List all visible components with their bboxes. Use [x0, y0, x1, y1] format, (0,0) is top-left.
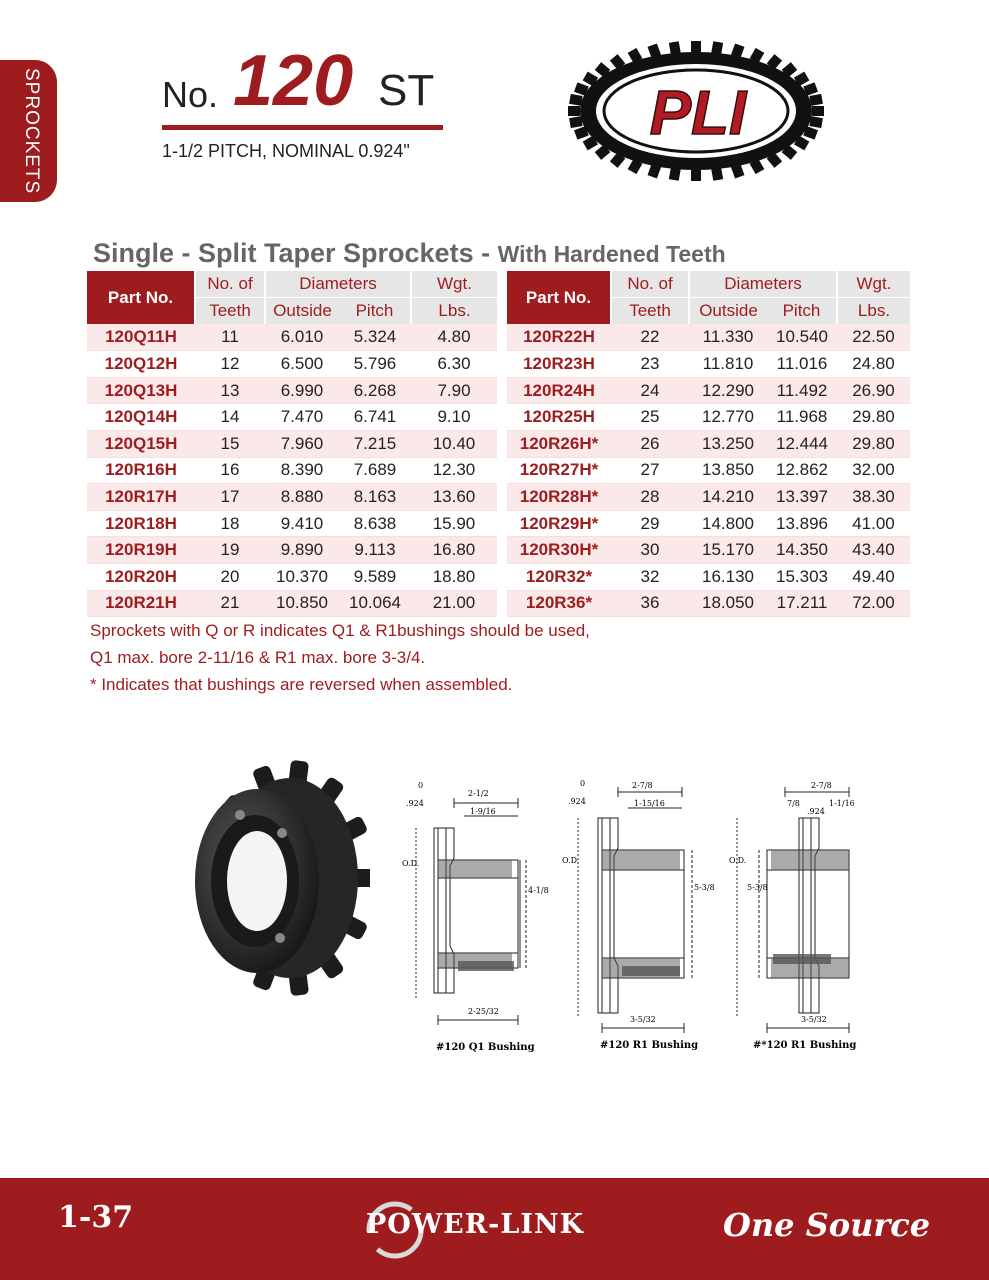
cell-part: 120R32*	[507, 564, 611, 591]
cell-outside: 6.990	[265, 377, 339, 404]
cell-part: 120Q11H	[87, 324, 195, 351]
note-max-bore: Q1 max. bore 2-11/16 & R1 max. bore 3-3/4.	[90, 648, 426, 667]
logo-tooth	[691, 169, 701, 181]
cell-teeth: 27	[611, 457, 689, 484]
cell-wgt: 29.80	[837, 404, 910, 431]
header-pitch: Pitch	[767, 298, 837, 325]
cell-outside: 11.330	[689, 324, 767, 351]
logo-tooth	[569, 94, 583, 106]
cell-part: 120Q15H	[87, 431, 195, 458]
cell-pitch: 10.540	[767, 324, 837, 351]
cell-wgt: 29.80	[837, 431, 910, 458]
cell-part: 120R20H	[87, 564, 195, 591]
dim-od: O.D.	[729, 856, 747, 865]
cell-teeth: 21	[195, 590, 265, 617]
dim-face: .924	[406, 799, 424, 808]
cell-teeth: 28	[611, 484, 689, 511]
cell-wgt: 16.80	[411, 537, 497, 564]
cell-outside: 15.170	[689, 537, 767, 564]
cell-wgt: 32.00	[837, 457, 910, 484]
cell-part: 120R19H	[87, 537, 195, 564]
table-row	[87, 351, 497, 378]
dim-top: 2-1/2	[468, 789, 489, 798]
header-diameters: Diameters	[265, 271, 411, 298]
header-part-no: Part No.	[87, 271, 195, 324]
cell-outside: 13.850	[689, 457, 767, 484]
table-row	[507, 404, 910, 431]
cell-outside: 12.770	[689, 404, 767, 431]
cell-wgt: 43.40	[837, 537, 910, 564]
cell-teeth: 24	[611, 377, 689, 404]
dim-bottom: 3-5/32	[801, 1015, 827, 1024]
cell-wgt: 4.80	[411, 324, 497, 351]
cell-teeth: 18	[195, 510, 265, 537]
cell-teeth: 15	[195, 431, 265, 458]
cell-part: 120R29H*	[507, 510, 611, 537]
dim-sub-left: 7/8	[787, 799, 800, 808]
cell-pitch: 6.741	[339, 404, 411, 431]
cell-outside: 9.410	[265, 510, 339, 537]
cell-teeth: 36	[611, 590, 689, 617]
cell-pitch: 9.589	[339, 564, 411, 591]
table-row	[507, 351, 910, 378]
section-title-hardened: With Hardened Teeth	[497, 241, 726, 267]
dim-top: 2-7/8	[811, 781, 832, 790]
dim-bottom: 3-5/32	[630, 1015, 656, 1024]
cell-wgt: 24.80	[837, 351, 910, 378]
cell-wgt: 12.30	[411, 457, 497, 484]
cell-outside: 6.500	[265, 351, 339, 378]
drawing-caption: #120 R1 Bushing	[600, 1040, 699, 1051]
cell-teeth: 13	[195, 377, 265, 404]
cell-teeth: 22	[611, 324, 689, 351]
logo-tooth	[568, 106, 580, 116]
cell-part: 120R22H	[507, 324, 611, 351]
note-bushings: Sprockets with Q or R indicates Q1 & R1bushings should be used,	[90, 621, 590, 640]
cell-teeth: 32	[611, 564, 689, 591]
cell-part: 120R27H*	[507, 457, 611, 484]
dim-sub-right: 1-1/16	[829, 799, 855, 808]
table-row	[507, 324, 910, 351]
cell-outside: 7.470	[265, 404, 339, 431]
header-teeth: Teeth	[195, 298, 265, 325]
cell-outside: 14.800	[689, 510, 767, 537]
table-row	[87, 590, 497, 617]
cell-wgt: 26.90	[837, 377, 910, 404]
cell-wgt: 18.80	[411, 564, 497, 591]
cell-teeth: 14	[195, 404, 265, 431]
drawing-reversed-r1-bushing	[725, 778, 883, 1060]
cell-part: 120R30H*	[507, 537, 611, 564]
tagline: One Source	[723, 1206, 931, 1244]
table-row	[87, 564, 497, 591]
cell-outside: 10.850	[265, 590, 339, 617]
header-part-no: Part No.	[507, 271, 611, 324]
table-row	[507, 510, 910, 537]
logo-tooth	[812, 106, 824, 116]
cell-part: 120R21H	[87, 590, 195, 617]
cell-pitch: 11.968	[767, 404, 837, 431]
table-row	[507, 431, 910, 458]
cell-part: 120R16H	[87, 457, 195, 484]
cell-wgt: 9.10	[411, 404, 497, 431]
dim-od: O.D.	[562, 856, 580, 865]
cell-wgt: 7.90	[411, 377, 497, 404]
table-row	[507, 564, 910, 591]
cell-outside: 6.010	[265, 324, 339, 351]
cell-pitch: 5.796	[339, 351, 411, 378]
header-lbs: Lbs.	[411, 298, 497, 325]
cell-wgt: 21.00	[411, 590, 497, 617]
cell-pitch: 13.896	[767, 510, 837, 537]
cell-outside: 9.890	[265, 537, 339, 564]
cell-pitch: 9.113	[339, 537, 411, 564]
cell-part: 120R25H	[507, 404, 611, 431]
cell-pitch: 13.397	[767, 484, 837, 511]
table-row	[87, 484, 497, 511]
cell-pitch: 12.862	[767, 457, 837, 484]
cell-pitch: 11.492	[767, 377, 837, 404]
header-no-label: No.	[162, 74, 219, 115]
cell-pitch: 7.215	[339, 431, 411, 458]
dim-sub: 1-15/16	[634, 799, 665, 808]
cell-wgt: 38.30	[837, 484, 910, 511]
logo-text: PLI	[649, 79, 747, 148]
dim-hub: 5-3/8	[694, 883, 715, 892]
header-number: 120	[233, 41, 354, 121]
page-number: 1-37	[58, 1200, 134, 1235]
cell-outside: 13.250	[689, 431, 767, 458]
table-row	[87, 377, 497, 404]
cell-teeth: 16	[195, 457, 265, 484]
note-reversed: * Indicates that bushings are reversed when assembled.	[90, 675, 513, 694]
cell-pitch: 8.638	[339, 510, 411, 537]
table-row	[87, 431, 497, 458]
cell-pitch: 8.163	[339, 484, 411, 511]
cell-pitch: 14.350	[767, 537, 837, 564]
sprocket-photo	[185, 753, 370, 1003]
dim-zero: 0	[418, 781, 424, 790]
table-row	[507, 590, 910, 617]
header-diameters: Diameters	[689, 271, 837, 298]
cell-pitch: 10.064	[339, 590, 411, 617]
header-wgt: Wgt.	[837, 271, 910, 298]
cell-pitch: 7.689	[339, 457, 411, 484]
dim-zero: 0	[580, 779, 586, 788]
table-row	[87, 324, 497, 351]
header-outside: Outside	[265, 298, 339, 325]
cell-outside: 8.390	[265, 457, 339, 484]
cell-teeth: 30	[611, 537, 689, 564]
cell-wgt: 22.50	[837, 324, 910, 351]
cell-pitch: 5.324	[339, 324, 411, 351]
cell-wgt: 10.40	[411, 431, 497, 458]
cell-teeth: 29	[611, 510, 689, 537]
drawing-q1-bushing	[398, 778, 556, 1060]
cell-part: 120R18H	[87, 510, 195, 537]
cell-wgt: 13.60	[411, 484, 497, 511]
header-wgt: Wgt.	[411, 271, 497, 298]
table-row	[507, 484, 910, 511]
cell-pitch: 11.016	[767, 351, 837, 378]
header-outside: Outside	[689, 298, 767, 325]
header-pitch: Pitch	[339, 298, 411, 325]
cell-outside: 10.370	[265, 564, 339, 591]
cell-teeth: 23	[611, 351, 689, 378]
header-no-of: No. of	[195, 271, 265, 298]
cell-outside: 12.290	[689, 377, 767, 404]
header-teeth: Teeth	[611, 298, 689, 325]
cell-teeth: 17	[195, 484, 265, 511]
cell-wgt: 41.00	[837, 510, 910, 537]
cell-wgt: 6.30	[411, 351, 497, 378]
cell-wgt: 49.40	[837, 564, 910, 591]
table-row	[87, 537, 497, 564]
cell-part: 120Q12H	[87, 351, 195, 378]
cell-wgt: 15.90	[411, 510, 497, 537]
side-tab-label: SPROCKETS	[21, 67, 42, 195]
cell-outside: 7.960	[265, 431, 339, 458]
dim-hub: 5-3/8	[747, 883, 768, 892]
logo-tooth	[809, 94, 823, 106]
header-no-of: No. of	[611, 271, 689, 298]
header-subtitle: 1-1/2 PITCH, NOMINAL 0.924"	[162, 141, 410, 161]
cell-pitch: 12.444	[767, 431, 837, 458]
cell-outside: 8.880	[265, 484, 339, 511]
table-row	[507, 457, 910, 484]
cell-teeth: 20	[195, 564, 265, 591]
cell-teeth: 25	[611, 404, 689, 431]
cell-part: 120R23H	[507, 351, 611, 378]
drawing-caption: #120 Q1 Bushing	[436, 1042, 535, 1053]
cell-teeth: 12	[195, 351, 265, 378]
sprocket-table-right	[507, 271, 910, 617]
dim-sub: 1-9/16	[470, 807, 496, 816]
cell-outside: 14.210	[689, 484, 767, 511]
drawing-r1-bushing	[562, 778, 720, 1060]
dim-od: O.D.	[402, 859, 420, 868]
cell-part: 120R17H	[87, 484, 195, 511]
side-tab	[0, 60, 57, 202]
dim-hub: 4-1/8	[528, 886, 549, 895]
header-rule	[162, 125, 443, 130]
cell-outside: 11.810	[689, 351, 767, 378]
cell-part: 120Q14H	[87, 404, 195, 431]
dim-bottom: 2-25/32	[468, 1007, 499, 1016]
cell-teeth: 26	[611, 431, 689, 458]
cell-pitch: 15.303	[767, 564, 837, 591]
table-row	[507, 537, 910, 564]
cell-part: 120R26H*	[507, 431, 611, 458]
cell-outside: 18.050	[689, 590, 767, 617]
brand-name: POWER-LINK	[366, 1209, 585, 1240]
cell-pitch: 6.268	[339, 377, 411, 404]
pli-sprocket-logo	[563, 40, 829, 182]
cell-outside: 16.130	[689, 564, 767, 591]
cell-part: 120R24H	[507, 377, 611, 404]
cell-part: 120Q13H	[87, 377, 195, 404]
section-title	[93, 238, 726, 269]
logo-tooth	[809, 116, 823, 128]
header-lbs: Lbs.	[837, 298, 910, 325]
cell-part: 120R36*	[507, 590, 611, 617]
table-row	[507, 377, 910, 404]
table-row	[87, 404, 497, 431]
section-title-main: Single - Split Taper Sprockets -	[93, 238, 498, 268]
cell-pitch: 17.211	[767, 590, 837, 617]
dim-face: .924	[568, 797, 586, 806]
logo-tooth	[691, 41, 701, 53]
cell-wgt: 72.00	[837, 590, 910, 617]
cell-part: 120R28H*	[507, 484, 611, 511]
logo-tooth	[569, 116, 583, 128]
drawing-caption: #*120 R1 Bushing	[753, 1040, 857, 1051]
footer	[0, 1178, 989, 1280]
table-row	[87, 457, 497, 484]
header-suffix: ST	[378, 66, 435, 115]
table-row	[87, 510, 497, 537]
sprocket-table-left	[87, 271, 497, 617]
dim-sub-mid: .924	[807, 807, 825, 816]
cell-teeth: 19	[195, 537, 265, 564]
dim-top: 2-7/8	[632, 781, 653, 790]
cell-teeth: 11	[195, 324, 265, 351]
